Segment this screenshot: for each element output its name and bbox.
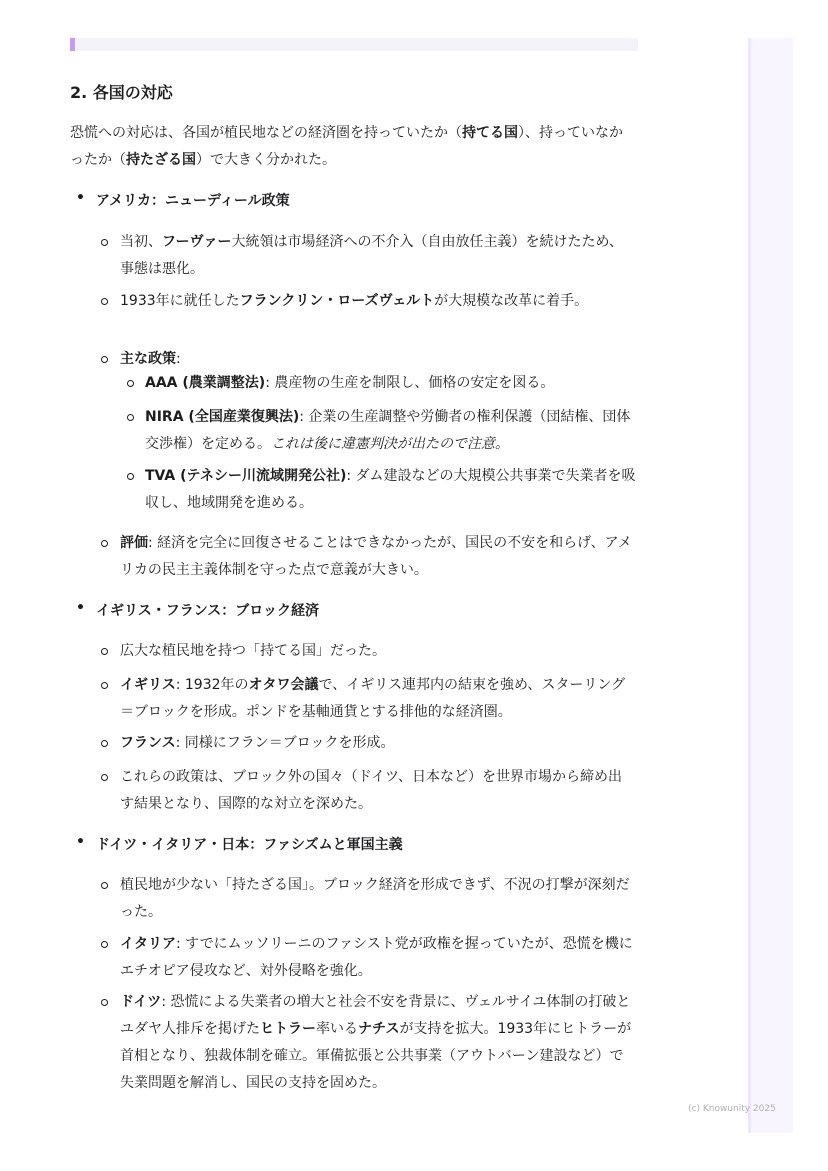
list-item bbox=[120, 730, 636, 757]
sub-list-item-aaa bbox=[145, 370, 636, 397]
text-run: これらの政策は、ブロック外の国々（ドイツ、日本など）を世界市場から締め出す結果となり、国際的な対立を深めた。 bbox=[120, 769, 623, 812]
text-run: ）、持っていなかったか（ bbox=[70, 125, 623, 168]
bold-term: 持てる国 bbox=[462, 125, 518, 141]
bold-term: フーヴァー bbox=[162, 234, 232, 250]
list-item bbox=[120, 346, 636, 373]
text-run: : bbox=[176, 351, 181, 367]
list-item-axis bbox=[70, 834, 403, 854]
list-item bbox=[120, 872, 636, 926]
bold-term: オタワ会議 bbox=[248, 677, 319, 693]
intro-paragraph bbox=[70, 120, 636, 174]
bold-term: 主な政策 bbox=[120, 351, 176, 367]
text-run: : 1932年の bbox=[175, 677, 249, 693]
bold-term: ナチス bbox=[358, 1021, 400, 1037]
section-heading: 2. 各国の対応 bbox=[70, 83, 173, 102]
text-run: 広大な植民地を持つ「持てる国」だった。 bbox=[120, 643, 386, 659]
copyright-footer: (c) Knowunity 2025 bbox=[688, 1104, 776, 1114]
bold-term: 評価 bbox=[120, 535, 148, 551]
list-item bbox=[120, 989, 636, 1097]
bold-term: フランクリン・ローズヴェルト bbox=[239, 293, 435, 309]
text-run: 1933年に就任した bbox=[120, 293, 240, 309]
text-run: : 同様にフラン＝ブロックを形成。 bbox=[175, 735, 395, 751]
list-item-america bbox=[70, 190, 290, 210]
bold-term: ドイツ bbox=[120, 994, 162, 1010]
text-run: が支持を拡大。1933年にヒトラーが首相となり、独裁体制を確立。軍備拡張と公共事業（アウトバーン建設など）で失業問題を解消し、国民の支持を固めた。 bbox=[120, 1021, 632, 1091]
text-run: 大統領は市場経済への不介入（自由放任主義）を続けたため、事態は悪化。 bbox=[120, 234, 623, 277]
text-run: 植民地が少ない「持たざる国」。ブロック経済を形成できず、不況の打撃が深刻だった。 bbox=[120, 877, 630, 920]
side-panel bbox=[748, 38, 793, 1133]
text-run: ）で大きく分かれた。 bbox=[196, 152, 336, 168]
text-run: : 企業の生産調整や労働者の権利保護（団結権、団体交渉権）を定める。 bbox=[145, 409, 631, 452]
text-run: 恐慌への対応は、各国が植民地などの経済圏を持っていたか（ bbox=[70, 125, 462, 141]
bold-term: フランス bbox=[120, 735, 176, 751]
list-item bbox=[120, 764, 636, 818]
bold-term: ヒトラー bbox=[260, 1021, 316, 1037]
bold-term: イギリス bbox=[120, 677, 176, 693]
sub-list-item-tva bbox=[145, 463, 636, 517]
callout-bar bbox=[70, 38, 638, 51]
bold-term: AAA (農業調整法) bbox=[145, 375, 266, 391]
text-run: 当初、 bbox=[120, 234, 162, 250]
list-item bbox=[120, 931, 636, 985]
list-item bbox=[120, 530, 636, 584]
list-item bbox=[120, 638, 636, 665]
text-run: 率いる bbox=[316, 1021, 358, 1037]
list-item bbox=[120, 288, 636, 315]
text-run: が大規模な改革に着手。 bbox=[434, 293, 589, 309]
list-item-uk-france bbox=[70, 600, 319, 620]
bold-term: 持たざる国 bbox=[126, 152, 196, 168]
bold-term: TVA (テネシー川流域開発公社) bbox=[145, 468, 347, 484]
text-run: : 経済を完全に回復させることはできなかったが、国民の不安を和らげ、アメリカの民主主義体制を守った点で意義が大きい。 bbox=[120, 535, 632, 578]
list-item bbox=[120, 672, 636, 726]
text-run: : 農産物の生産を制限し、価格の安定を図る。 bbox=[265, 375, 555, 391]
text-run: : 恐慌による失業者の増大と社会不安を背景に、ヴェルサイユ体制の打破とユダヤ人排斥を掲げた bbox=[120, 994, 631, 1037]
america-title: アメリカ：ニューディール政策 bbox=[96, 193, 290, 209]
text-run: で、イギリス連邦内の結束を強め、スターリング＝ブロックを形成。ポンドを基軸通貨とする排他的な経済圏。 bbox=[120, 677, 626, 720]
uk-france-title: イギリス・フランス：ブロック経済 bbox=[96, 603, 320, 619]
text-run: : ダム建設などの大規模公共事業で失業者を吸収し、地域開発を進める。 bbox=[145, 468, 636, 511]
axis-title: ドイツ・イタリア・日本：ファシズムと軍国主義 bbox=[96, 837, 403, 853]
text-run: : すでにムッソリーニのファシスト党が政権を握っていたが、恐慌を機にエチオピア侵攻など、対外侵略を強化。 bbox=[120, 936, 633, 979]
bold-term: NIRA (全国産業復興法) bbox=[145, 409, 300, 425]
bold-term: イタリア bbox=[120, 936, 176, 952]
italic-note: これは後に違憲判決が出たので注意。 bbox=[271, 436, 509, 452]
list-item bbox=[120, 229, 636, 283]
sub-list-item-nira bbox=[145, 404, 636, 458]
